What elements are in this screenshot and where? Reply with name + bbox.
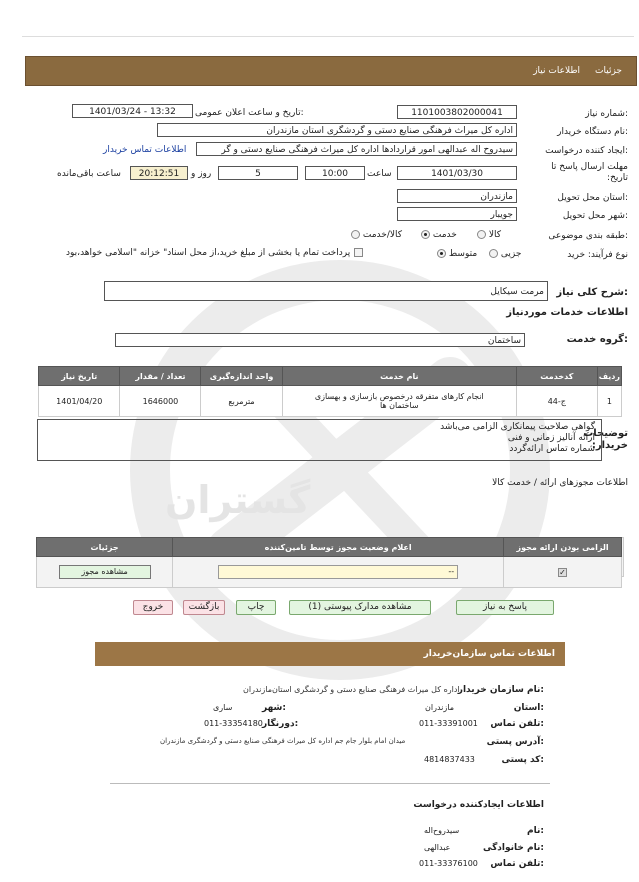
- group-label: گروه خدمت:: [566, 334, 628, 345]
- radio-medium[interactable]: [437, 249, 446, 258]
- watermark-logo: [120, 250, 560, 690]
- col-permit-details: جزئیات: [37, 538, 173, 557]
- permit-required-checkbox: ✓: [559, 567, 566, 577]
- category-option-goods[interactable]: کالا: [477, 230, 501, 240]
- city-contact-label: شهر:: [262, 703, 286, 713]
- cell-row: 1: [597, 386, 621, 417]
- deadline-label: مهلت ارسال پاسخ تا تاریخ:: [551, 162, 628, 183]
- col-qty: تعداد / مقدار: [120, 367, 201, 386]
- permits-title: اطلاعات مجوزهای ارائه / خدمت کالا: [492, 478, 628, 488]
- fax-label: دورنگار:: [262, 719, 299, 729]
- col-permit-status: اعلام وضعیت مجوز توسط تامین‌کننده: [173, 538, 504, 557]
- process-label: نوع فرآیند: خرید: [567, 250, 628, 260]
- first-name-label: نام:: [527, 826, 544, 836]
- cell-name: انجام کارهای متفرقه درخصوص بازسازی و بهسازی ساختمان ها: [282, 386, 516, 417]
- col-name: نام خدمت: [282, 367, 516, 386]
- reply-button[interactable]: پاسخ به نیاز: [456, 600, 554, 615]
- contact-title: اطلاعات تماس سازمان‌خریدار: [423, 649, 555, 659]
- payment-note: پرداخت تمام یا بخشی از مبلغ خرید،از محل اسناد" خزانه "اسلامی خواهد،بود: [66, 248, 363, 258]
- buyer-org-label: نام دستگاه خریدار:: [557, 127, 628, 137]
- col-date: تاریخ نیاز: [39, 367, 120, 386]
- buyer-contact-link[interactable]: اطلاعات تماس خریدار: [103, 145, 187, 155]
- creator-info-title: اطلاعات ایجادکننده درخواست: [413, 800, 544, 810]
- postal-value: 4814837433: [424, 755, 475, 764]
- permits-table: [36, 537, 622, 588]
- notes-label: توضیحات خریدار:: [583, 428, 628, 451]
- cell-permit-required: [504, 557, 622, 588]
- announce-field: 1401/03/24 - 13:32: [72, 104, 193, 118]
- back-button[interactable]: بازگشت: [183, 600, 225, 615]
- radio-goods[interactable]: [477, 230, 486, 239]
- category-label: طبقه بندی موضوعی:: [548, 231, 628, 241]
- cell-date: 1401/04/20: [39, 386, 120, 417]
- city-field: جویبار: [397, 207, 517, 221]
- province-contact-label: استان:: [513, 703, 544, 713]
- announce-label: تاریخ و ساعت اعلان عمومی:: [195, 108, 304, 118]
- services-title: اطلاعات خدمات موردنیاز: [506, 307, 628, 318]
- print-button[interactable]: چاپ: [236, 600, 276, 615]
- cell-code: ج-44: [516, 386, 597, 417]
- first-name-value: سیدروح‌اله: [424, 826, 460, 835]
- col-row: ردیف: [597, 367, 621, 386]
- phone-label: تلفن تماس:: [490, 719, 544, 729]
- permits-table-header: [37, 538, 622, 557]
- cell-qty: 1646000: [120, 386, 201, 417]
- watermark-text: گستران: [165, 478, 311, 522]
- category-option-both[interactable]: کالا/خدمت: [351, 230, 402, 240]
- fax-value: 011-33354180: [204, 719, 263, 728]
- creator-label: ایجاد کننده درخواست:: [545, 146, 628, 156]
- notes-line: شماره تماس ارائه‌گردد: [509, 444, 595, 454]
- address-value: میدان امام بلوار جام جم اداره کل میراث فرهنگی صنایع دستی و گردشگری مازندران: [160, 737, 406, 745]
- need-number-field: 1101003802000041: [397, 105, 517, 119]
- province-field: مازندران: [397, 189, 517, 203]
- last-name-value: عبدالهی: [424, 843, 451, 852]
- province-contact: مازندران: [425, 703, 454, 712]
- deadline-time-label: ساعت: [367, 169, 392, 179]
- days-label: روز و: [191, 169, 212, 179]
- col-code: کدخدمت: [516, 367, 597, 386]
- radio-both[interactable]: [351, 230, 360, 239]
- top-divider: [22, 36, 634, 37]
- last-name-label: نام خانوادگی:: [482, 843, 544, 853]
- services-table: [38, 366, 622, 417]
- exit-button[interactable]: خروج: [133, 600, 173, 615]
- process-option-medium[interactable]: متوسط: [437, 249, 477, 259]
- creator-phone-value: 011-33376100: [419, 859, 478, 868]
- remaining-field: 20:12:51: [130, 166, 188, 180]
- cell-permit-status: [173, 557, 504, 588]
- tab-details[interactable]: جزئیات: [595, 66, 622, 76]
- radio-minor[interactable]: [489, 249, 498, 258]
- group-field: ساختمان: [115, 333, 525, 347]
- payment-checkbox[interactable]: [354, 248, 363, 257]
- table-row: [37, 557, 622, 588]
- contact-divider: [110, 783, 550, 784]
- notes-line: گواهی صلاحیت پیمانکاری الزامی می‌باشد: [440, 422, 595, 432]
- days-field: 5: [218, 166, 298, 180]
- notes-line: ارائه آنالیز زمانی و فنی: [507, 433, 595, 443]
- col-unit: واحد اندازه‌گیری: [201, 367, 282, 386]
- buyer-org-field: اداره کل میراث فرهنگی صنایع دستی و گردشگری استان مازندران: [157, 123, 517, 137]
- view-permit-button[interactable]: مشاهده مجوز: [59, 565, 151, 579]
- creator-phone-label: تلفن تماس:: [490, 859, 544, 869]
- contact-header: [95, 642, 565, 666]
- city-label: شهر محل تحویل:: [562, 211, 628, 221]
- buyer-name-label: نام سازمان خریدار:: [457, 685, 544, 695]
- remaining-label: ساعت باقی‌مانده: [57, 169, 121, 179]
- need-number-label: شماره نیاز:: [585, 109, 628, 119]
- city-contact: ساری: [213, 703, 233, 712]
- attachments-button[interactable]: مشاهده مدارک پیوستی (1): [289, 600, 431, 615]
- page-header: [25, 56, 637, 86]
- summary-field: مرمت سیکایل: [104, 281, 548, 301]
- permit-status-field[interactable]: --: [218, 565, 458, 579]
- notes-box: [37, 419, 602, 461]
- category-option-service[interactable]: خدمت: [421, 230, 457, 240]
- deadline-time-field: 10:00: [305, 166, 365, 180]
- creator-field: سیدروح اله عبدالهی امور قراردادها اداره کل میراث فرهنگی صنایع دستی و گر: [196, 142, 517, 156]
- cell-unit: مترمربع: [201, 386, 282, 417]
- tab-need-info[interactable]: اطلاعات نیاز: [533, 66, 580, 76]
- phone-value: 011-33391001: [419, 719, 478, 728]
- address-label: آدرس پستی:: [486, 737, 544, 747]
- deadline-date-field: 1401/03/30: [397, 166, 517, 180]
- postal-label: کد پستی:: [501, 755, 544, 765]
- cell-permit-details: [37, 557, 173, 588]
- services-table-header: [39, 367, 622, 386]
- col-permit-required: الزامی بودن ارائه مجوز: [504, 538, 622, 557]
- province-label: استان محل تحویل:: [557, 193, 628, 203]
- summary-label: شرح کلی نیاز:: [556, 287, 628, 298]
- buyer-name: اداره کل میراث فرهنگی صنایع دستی و گردشگری استان‌مازندران: [243, 685, 460, 694]
- process-option-minor[interactable]: جزیی: [489, 249, 521, 259]
- radio-service[interactable]: [421, 230, 430, 239]
- table-row: [39, 386, 622, 417]
